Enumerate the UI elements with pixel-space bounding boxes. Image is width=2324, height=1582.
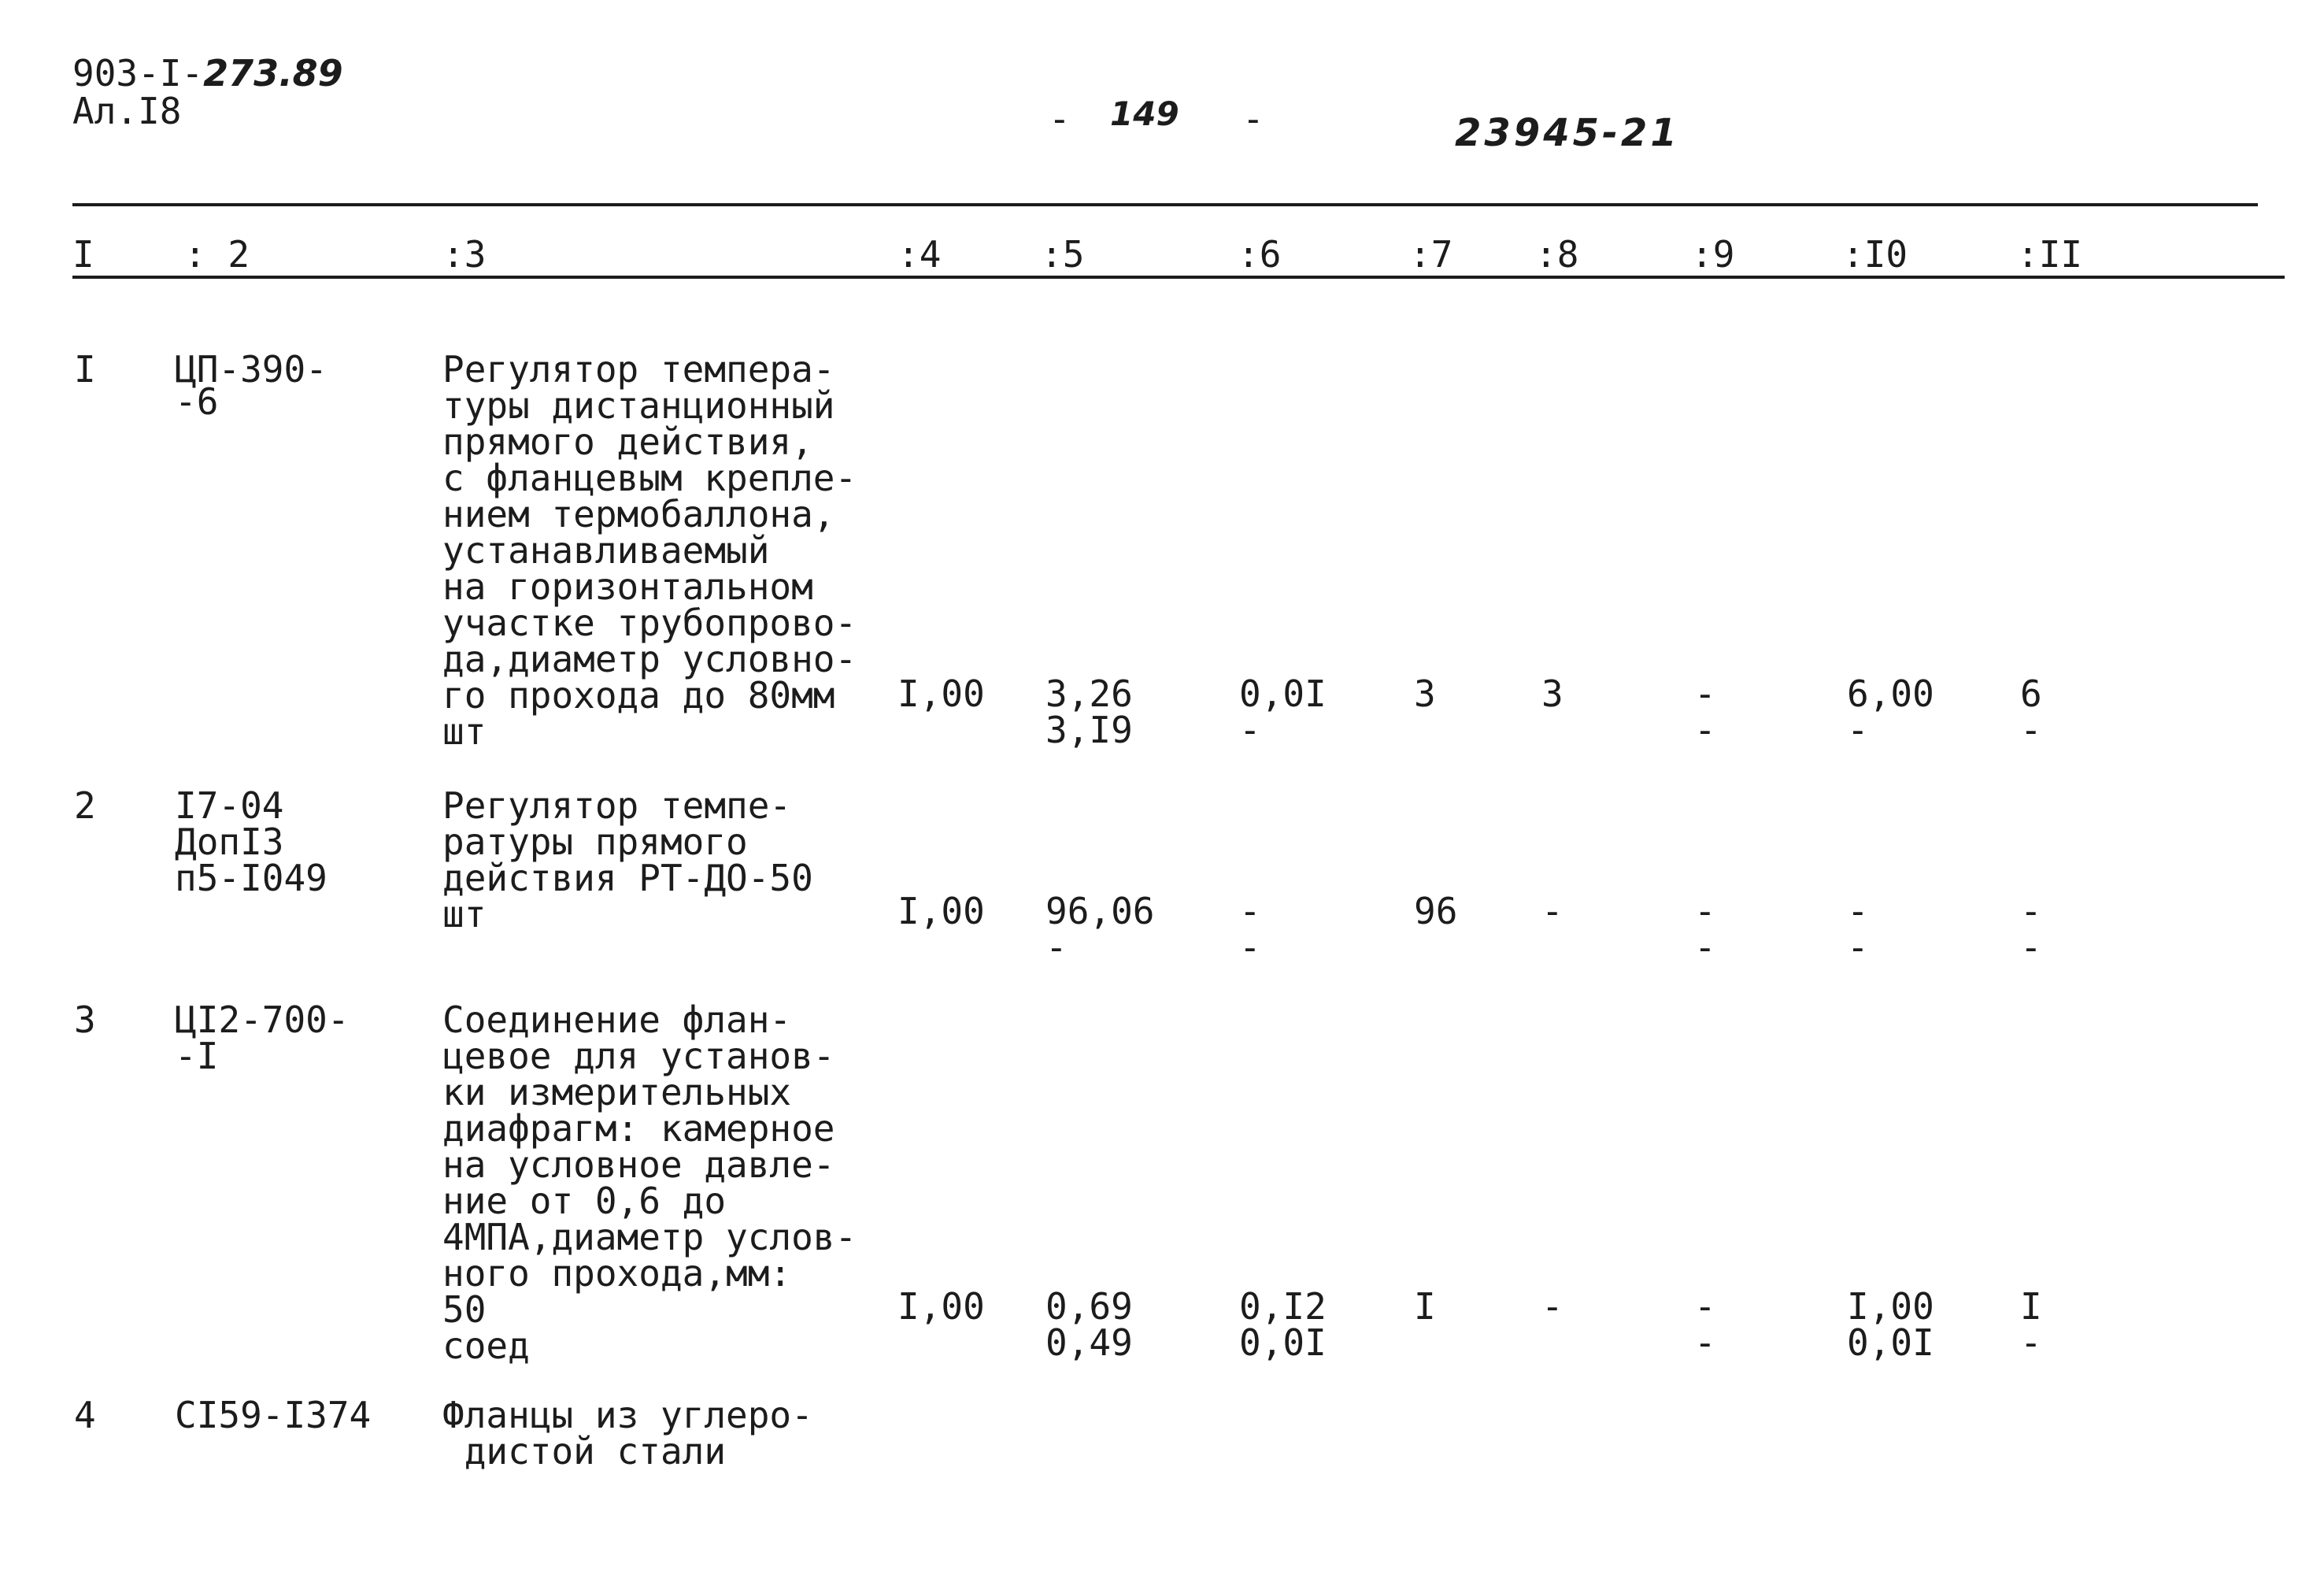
row-col4: I,00 (897, 672, 985, 715)
row-col10-line: - (1847, 926, 1869, 969)
row-number: 3 (74, 998, 96, 1041)
row-description-line: Соединение флан- (442, 998, 792, 1041)
row-col6-line: 0,I2 (1239, 1285, 1327, 1328)
page-dash-left: - (1049, 98, 1071, 140)
row-description-line: Регулятор темпе- (442, 784, 792, 827)
row-description-line: действия РТ-ДО-50 (442, 857, 813, 899)
document-number: 23945-21 (1455, 111, 1680, 155)
row-col5-line: - (1045, 926, 1068, 969)
row-number: 4 (74, 1394, 96, 1436)
row-description-line: на горизонтальном (442, 565, 813, 608)
row-col7: 96 (1414, 890, 1458, 932)
row-col11-line: - (2020, 890, 2042, 932)
row-col11-line: I (2020, 1285, 2042, 1328)
column-header-8: :8 (1535, 233, 1579, 276)
row-col10-line: - (1847, 709, 1869, 751)
row-col11-line: 6 (2020, 672, 2042, 715)
row-code-line: CI59-I374 (175, 1394, 372, 1436)
row-col5-line: 0,69 (1045, 1285, 1133, 1328)
row-description-line: ние от 0,6 до (442, 1180, 727, 1222)
row-col6-line: - (1239, 709, 1261, 751)
row-description-line: туры дистанционный (442, 384, 835, 427)
row-col6-line: - (1239, 926, 1261, 969)
row-col8: - (1541, 1285, 1564, 1328)
row-code-line: -I (175, 1035, 219, 1077)
row-col10-line: 6,00 (1847, 672, 1934, 715)
row-col5-line: 3,26 (1045, 672, 1133, 715)
row-description-line: да,диаметр условно- (442, 638, 857, 680)
row-col7: I (1414, 1285, 1436, 1328)
row-number: 2 (74, 784, 96, 827)
row-description-line: 50 (442, 1288, 487, 1331)
column-header-9: :9 (1691, 233, 1735, 276)
page-number: 149 (1110, 94, 1179, 133)
row-description-line: го прохода до 80мм (442, 674, 835, 717)
row-col9-line: - (1694, 890, 1716, 932)
row-code-line: ЦП-390- (175, 348, 328, 391)
project-code-prefix: 903-I- (72, 52, 204, 94)
row-description-line: Фланцы из углеро- (442, 1394, 813, 1436)
sheet-label: Ал.I8 (72, 90, 182, 132)
row-col6-line: - (1239, 890, 1261, 932)
row-description-line: Регулятор темпера- (442, 348, 835, 391)
row-code-line: I7-04 (175, 784, 284, 827)
row-col6-line: 0,0I (1239, 672, 1327, 715)
row-col6-line: 0,0I (1239, 1321, 1327, 1364)
column-header-4: :4 (897, 233, 942, 276)
row-description-line: ратуры прямого (442, 821, 748, 863)
row-col4: I,00 (897, 1285, 985, 1328)
row-code-line: п5-I049 (175, 857, 328, 899)
row-col10-line: I,00 (1847, 1285, 1934, 1328)
row-col4: I,00 (897, 890, 985, 932)
column-header-3: :3 (442, 233, 487, 276)
column-header-5: :5 (1041, 233, 1085, 276)
row-col11-line: - (2020, 1321, 2042, 1364)
row-description-line: ного прохода,мм: (442, 1252, 792, 1295)
row-col5-line: 0,49 (1045, 1321, 1133, 1364)
row-description-line: участке трубопрово- (442, 602, 857, 644)
row-col9-line: - (1694, 926, 1716, 969)
row-col9-line: - (1694, 709, 1716, 751)
row-code-line: ДопI3 (175, 821, 284, 863)
row-description-line: шт (442, 710, 487, 753)
column-header-10: :I0 (1842, 233, 1908, 276)
row-col11-line: - (2020, 709, 2042, 751)
row-col10-line: 0,0I (1847, 1321, 1934, 1364)
row-description-line: нием термобаллона, (442, 493, 835, 535)
row-description-line: соед (442, 1325, 530, 1367)
column-header-7: :7 (1409, 233, 1453, 276)
row-description-line: на условное давле- (442, 1143, 835, 1186)
row-col9-line: - (1694, 1321, 1716, 1364)
row-col5-line: 3,I9 (1045, 709, 1133, 751)
project-code (72, 52, 343, 94)
row-col7: 3 (1414, 672, 1436, 715)
row-description-line: прямого действия, (442, 421, 813, 463)
column-header-2: : 2 (184, 233, 250, 276)
row-col9-line: - (1694, 1285, 1716, 1328)
header-top-rule (72, 203, 2258, 206)
row-col5-line: 96,06 (1045, 890, 1155, 932)
row-description-line: шт (442, 893, 487, 935)
row-code-line: ЦI2-700- (175, 998, 350, 1041)
row-col9-line: - (1694, 672, 1716, 715)
row-description-line: устанавливаемый (442, 529, 770, 572)
row-description-line: с фланцевым крепле- (442, 457, 857, 499)
row-description-line: цевое для установ- (442, 1035, 835, 1077)
header-bottom-rule (72, 276, 2285, 279)
column-header-11: :II (2017, 233, 2083, 276)
row-col8: 3 (1541, 672, 1564, 715)
row-description-line: ки измерительных (442, 1071, 792, 1113)
row-number: I (74, 348, 96, 391)
row-code-line: -6 (175, 380, 219, 423)
row-description-line: 4МПА,диаметр услов- (442, 1216, 857, 1258)
row-col8: - (1541, 890, 1564, 932)
row-col10-line: - (1847, 890, 1869, 932)
row-col11-line: - (2020, 926, 2042, 969)
page-dash-right: - (1242, 98, 1264, 140)
row-description-line: диафрагм: камерное (442, 1107, 835, 1150)
project-code-handwritten: 273.89 (203, 52, 343, 94)
column-header-1: I (72, 233, 94, 276)
row-description-line: дистой стали (442, 1430, 727, 1473)
column-header-6: :6 (1238, 233, 1282, 276)
